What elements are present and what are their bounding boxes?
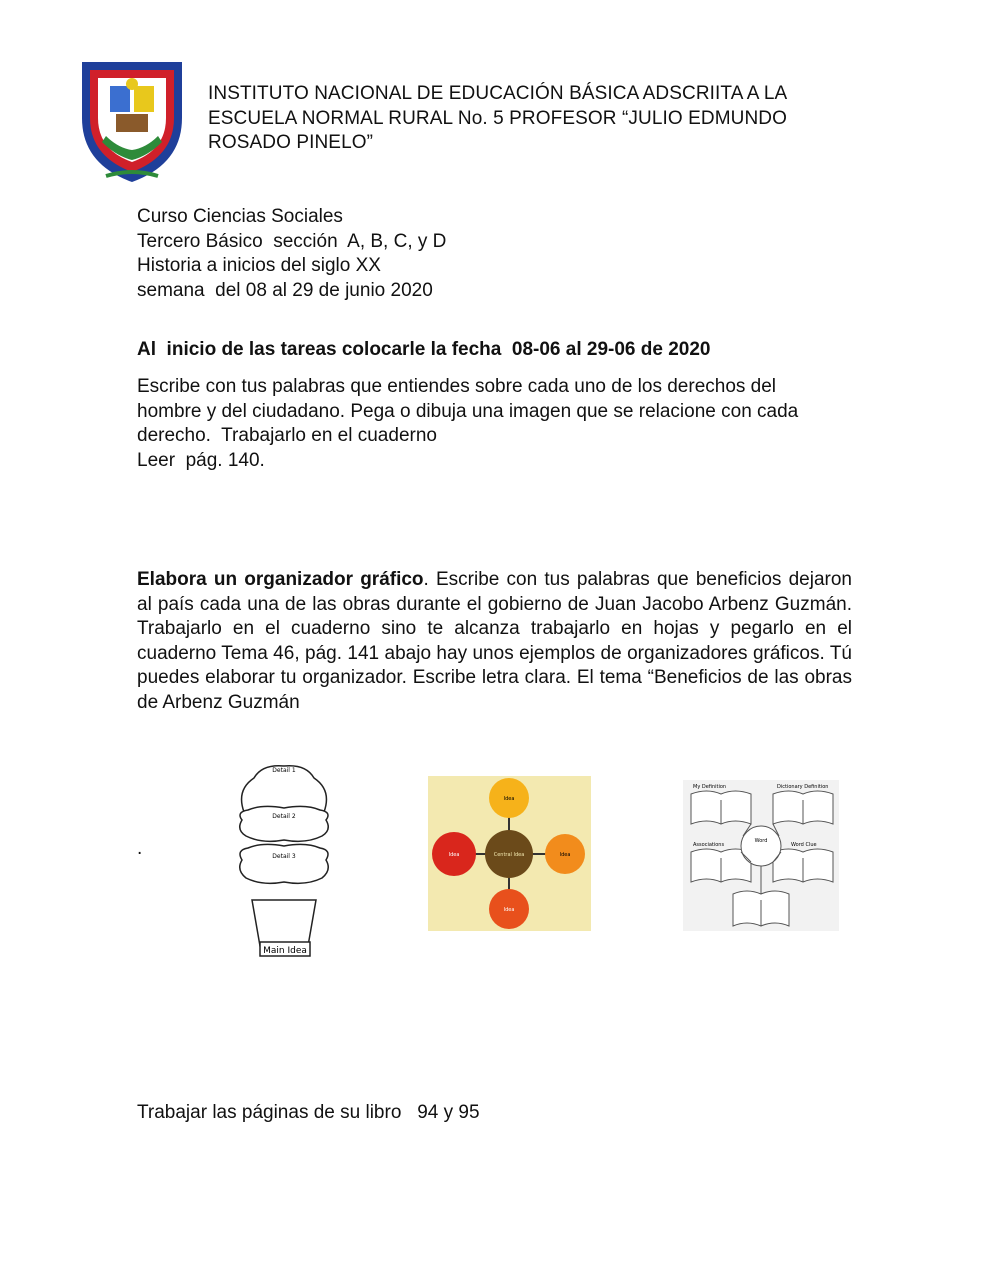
- wheel-node-left: Idea: [448, 852, 460, 858]
- task-rights: [137, 375, 837, 473]
- task-organizer-text: . Escribe con tus palabras que beneficios dejaron al país cada una de las obras durante el gobierno de Juan Jacobo Arbenz Guzmán. Trabajarlo en el cuaderno sino te alcanza trabajarlo en hojas y pegarlo en el cuaderno Tema 46, pág. 141 abajo hay unos ejemplos de organizadores gráficos. Tú puedes elaborar tu organizador. Escribe letra clara. El tema “Beneficios de las obras de Arbenz Guzmán: [137, 569, 852, 713]
- wheel-node-bottom: Idea: [503, 907, 515, 913]
- wheel-node-top: Idea: [503, 796, 515, 802]
- book-pages-note: Trabajar las páginas de su libro 94 y 95: [137, 1102, 480, 1123]
- vocab-my-definition: My Definition: [693, 784, 727, 790]
- course-name: Curso Ciencias Sociales: [137, 206, 343, 227]
- vocab-word-clue: Word Clue: [791, 842, 817, 848]
- ice-cream-main-idea: Main Idea: [263, 946, 307, 956]
- wheel-center: Central Idea: [493, 852, 525, 858]
- vocab-associations: Associations: [693, 842, 725, 848]
- wheel-node-right: Idea: [559, 852, 571, 858]
- course-grade: Tercero Básico sección A, B, C, y D: [137, 230, 447, 252]
- date-instruction: Al inicio de las tareas colocarle la fecha 08-06 al 29-06 de 2020: [137, 339, 711, 360]
- stray-period: .: [137, 838, 143, 859]
- task-rights-line: hombre y del ciudadano. Pega o dibuja una imagen que se relacione con cada: [137, 400, 799, 422]
- course-week: semana del 08 al 29 de junio 2020: [137, 279, 433, 301]
- ice-cream-detail-1: Detail 1: [272, 767, 296, 774]
- course-info: [137, 205, 446, 303]
- task-rights-line: derecho. Trabajarlo en el cuaderno: [137, 425, 437, 446]
- wheel-organizer-image: [428, 776, 591, 931]
- ice-cream-organizer-image: [232, 760, 336, 960]
- course-topic: Historia a inicios del siglo XX: [137, 255, 381, 276]
- task-rights-line: Escribe con tus palabras que entiendes sobre cada uno de los derechos del: [137, 376, 777, 397]
- task-organizer: [137, 568, 852, 715]
- vocab-word: Word: [754, 838, 768, 844]
- institution-title: INSTITUTO NACIONAL DE EDUCACIÓN BÁSICA ADSCRIITA A LA ESCUELA NORMAL RURAL No. 5 PROFESOR “JULIO EDMUNDO ROSADO PINELO”: [208, 83, 787, 153]
- task-organizer-heading: Elabora un organizador gráfico: [137, 569, 424, 590]
- school-crest-logo: [76, 56, 188, 186]
- vocab-dictionary-definition: Dictionary Definition: [777, 784, 829, 790]
- ice-cream-detail-2: Detail 2: [272, 813, 296, 820]
- ice-cream-detail-3: Detail 3: [272, 853, 296, 860]
- vocabulary-organizer-image: [683, 780, 839, 931]
- task-rights-reading: Leer pág. 140.: [137, 449, 265, 471]
